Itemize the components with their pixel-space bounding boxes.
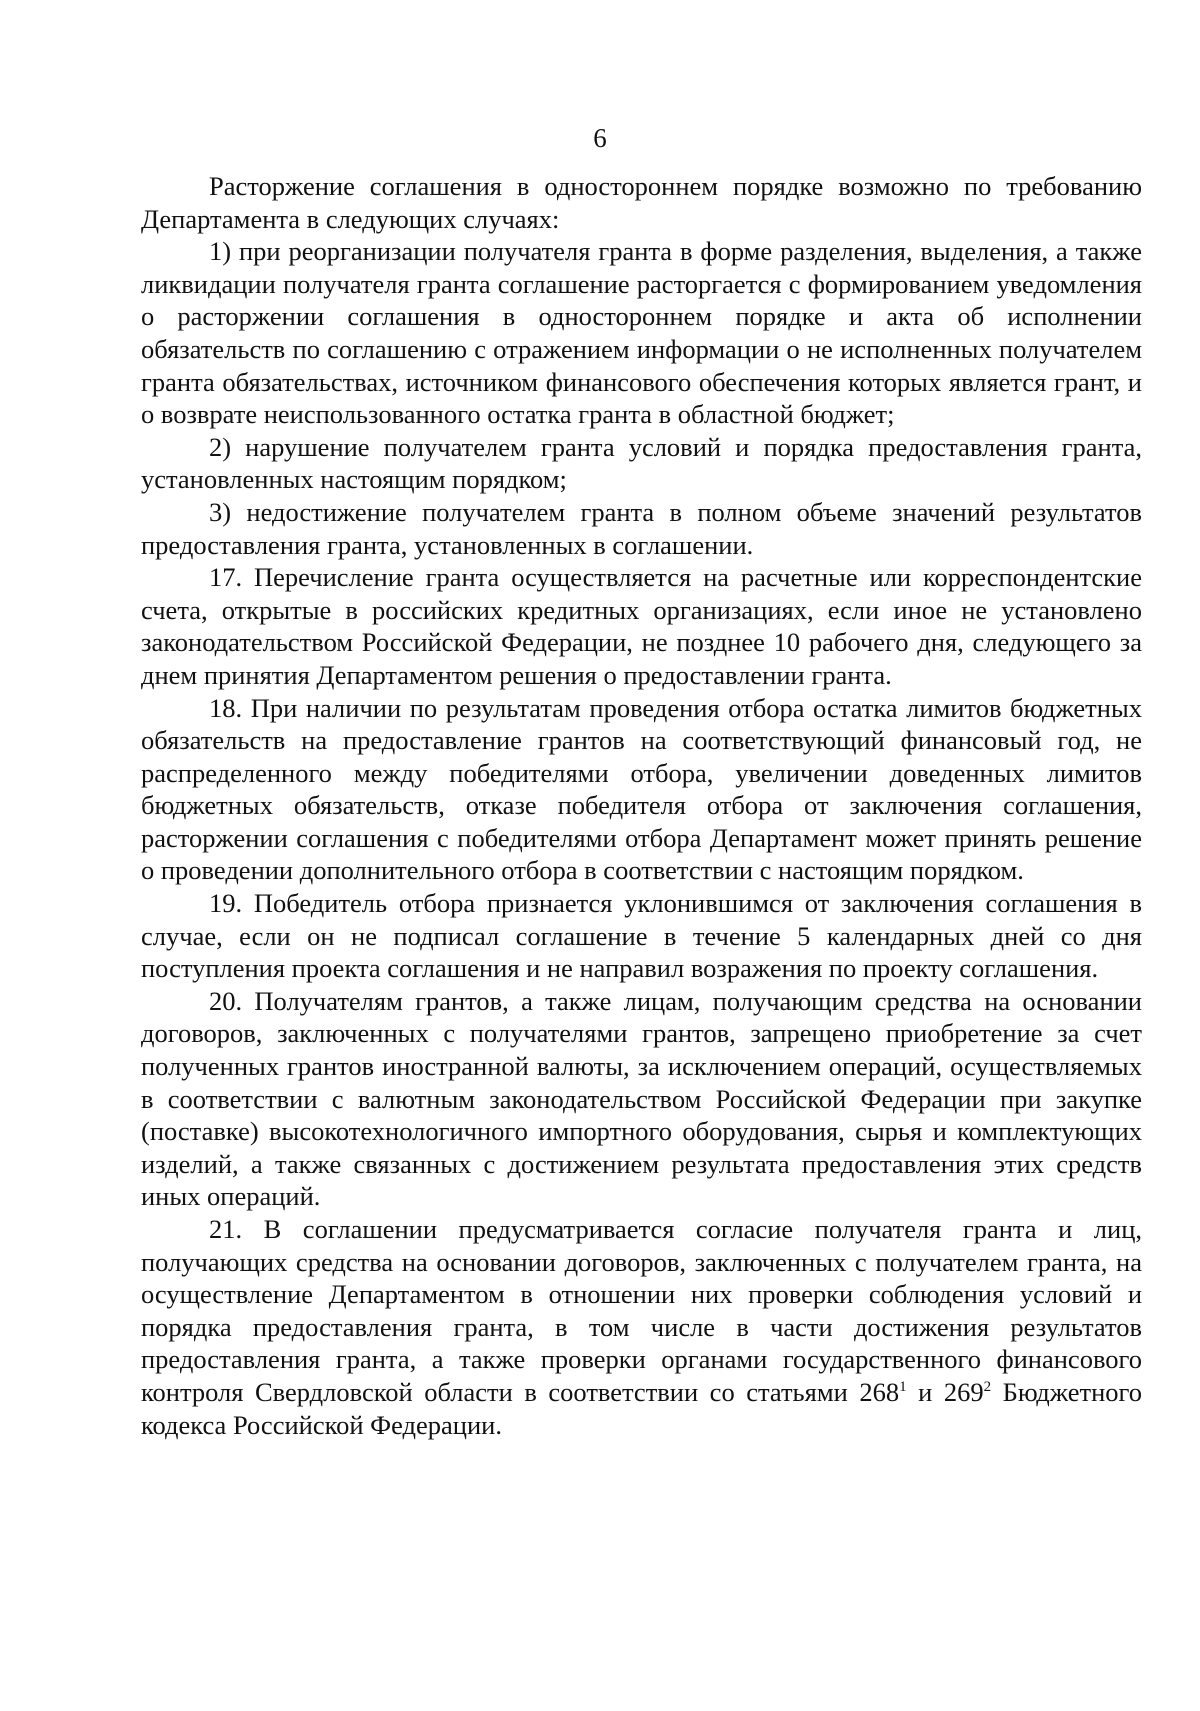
document-body: [141, 170, 1142, 1441]
paragraph-21-text-after: Бюджетного кодекса Российской Федерации.: [141, 1376, 1142, 1440]
paragraph-termination-intro: Расторжение соглашения в одностороннем порядке возможно по требованию Департамента в следующих случаях:: [141, 171, 1142, 234]
paragraph-item-2: 2) нарушение получателем гранта условий и порядка предоставления гранта, установленных настоящим порядком;: [141, 431, 1142, 495]
paragraph-item-3: 3) недостижение получателем гранта в полном объеме значений результатов предоставления гранта, установленных в соглашении.: [141, 496, 1142, 560]
superscript-2: 2: [983, 1379, 992, 1396]
paragraph-19: 19. Победитель отбора признается уклонившимся от заключения соглашения в случае, если он не подписал соглашение в течение 5 календарных дней со дня поступления проекта соглашения и не направил возражения по проекту соглашения.: [141, 888, 1142, 984]
paragraph-item-1: 1) при реорганизации получателя гранта в форме разделения, выделения, а также ликвидации получателя гранта соглашение расторгается с формированием уведомления о расторжении соглашения в одностороннем порядке и акта об исполнении обязательств по соглашению с отражением информации о не исполненных получателем гранта обязательствах, источником финансового обеспечения которых является грант, и о возврате неиспользованного остатка гранта в областной бюджет;: [141, 236, 1142, 430]
page-number: 6: [593, 123, 607, 153]
paragraph-20: 20. Получателям грантов, а также лицам, получающим средства на основании договоров, заключенных с получателями грантов, запрещено приобретение за счет полученных грантов иностранной валюты, за исключением операций, осуществляемых в соответствии с валютным законодательством Российской Федерации при закупке (поставке) высокотехнологичного импортного оборудования, сырья и комплектующих изделий, а также связанных с достижением результата предоставления этих средств иных операций.: [141, 985, 1142, 1212]
paragraph-21-text-before: 21. В соглашении предусматривается согласие получателя гранта и лиц, получающих средства на основании договоров, заключенных с получателем гранта, на осуществление Департаментом в отношении них проверки соблюдения условий и порядка предоставления гранта, в том числе в части достижения результатов предоставления гранта, а также проверки органами государственного финансового контроля Свердловской области в соответствии со статьями 268: [141, 1214, 1142, 1407]
paragraph-21-text-middle: и 269: [906, 1376, 984, 1407]
paragraph-21: [141, 1213, 1142, 1441]
paragraph-18: 18. При наличии по результатам проведения отбора остатка лимитов бюджетных обязательств на предоставление грантов на соответствующий финансовый год, не распределенного между победителями отбора, увеличении доведенных лимитов бюджетных обязательств, отказе победителя отбора от заключения соглашения, расторжении соглашения с победителями отбора Департамент может принять решение о проведении дополнительного отбора в соответствии с настоящим порядком.: [141, 692, 1142, 886]
superscript-1: 1: [899, 1379, 907, 1396]
paragraph-17: 17. Перечисление гранта осуществляется на расчетные или корреспондентские счета, открытые в российских кредитных организациях, если иное не установлено законодательством Российской Федерации, не позднее 10 рабочего дня, следующего за днем принятия Департаментом решения о предоставлении гранта.: [141, 562, 1142, 690]
